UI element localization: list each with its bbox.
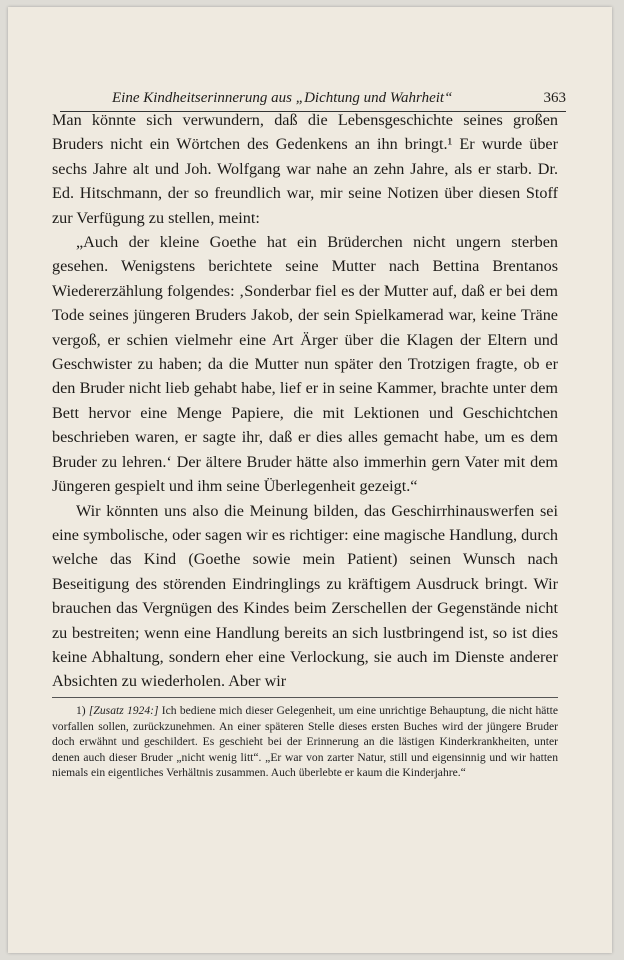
paragraph-2: „Auch der kleine Goethe hat ein Brüderchen nicht ungern sterben gesehen. Wenigstens berichtete seine Mutter nach Bettina Brentanos Wiedererzählung folgendes: ‚Sonderbar fiel es der Mutter auf, daß er bei dem Tode seines jüngeren Bruders Jakob, der sein Spielkamerad war, keine Träne vergoß, er schien vielmehr eine Art Ärger über die Klagen der Eltern und Geschwister zu haben; da die Mutter nun später den Trotzigen fragte, ob er den Bruder nicht lieb gehabt habe, lief er in seine Kammer, brachte unter dem Bett hervor eine Menge Papiere, die mit Lektionen und Geschichtchen beschrieben waren, er sagte ihr, daß er dies alles gemacht habe, um es dem Bruder zu lehren.‘ Der ältere Bruder hätte also immerhin gern Vater mit dem Jüngeren gespielt und ihm seine Überlegenheit gezeigt.“: [52, 233, 558, 496]
paragraph-3: Wir könnten uns also die Meinung bilden, das Geschirrhinauswerfen sei eine symbolische, oder sagen wir es richtiger: eine magische Handlung, durch welche das Kind (Goethe sowie mein Patient) seinen Wunsch nach Beseitigung des störenden Eindringlings zu kräftigem Ausdruck bringt. Wir brauchen das Vergnügen des Kindes beim Zerschellen der Gegenstände nicht zu bestreiten; wenn eine Handlung bereits an sich lustbringend ist, so ist dies keine Abhaltung, sondern eher eine Verlockung, sie auch im Dienste anderer Absichten zu wiederholen. Aber wir: [52, 501, 558, 691]
paragraph-1: Man könnte sich verwundern, daß die Lebensgeschichte seines großen Bruders nicht ein Wörtchen des Gedenkens an ihn bringt.¹ Er wurde über sechs Jahre alt und Joh. Wolfgang war nahe an zehn Jahre, als er starb. Dr. Ed. Hitschmann, der so freundlich war, mir seine Notizen über diesen Stoff zur Verfügung zu stellen, meint:: [52, 111, 558, 227]
footnote-divider: [52, 697, 558, 698]
body-text: [52, 108, 558, 694]
footnote-text: Ich bediene mich dieser Gelegenheit, um eine unrichtige Behauptung, die nicht hätte vorfallen sollen, zurückzunehmen. An einer späteren Stelle dieses ersten Buches wird der jüngere Bruder doch erwähnt und geschildert. Es geschieht bei der Erinnerung an die lästigen Kinderkrankheiten, unter denen auch dieser Bruder „nicht wenig litt“. „Er war von zarter Natur, still und eigensinnig und wir hatten niemals ein eigentliches Verhältnis zusammen. Auch überlebte er kaum die Kinderjahre.“: [52, 704, 558, 780]
footnote-marker: 1): [76, 704, 86, 717]
footnote-paragraph: [52, 703, 558, 781]
page-number: 363: [543, 90, 566, 106]
footnote: [52, 703, 558, 781]
footnote-tag: [Zusatz 1924:]: [88, 704, 159, 717]
running-title: Eine Kindheitserinnerung aus „Dichtung und Wahrheit“: [112, 90, 453, 106]
